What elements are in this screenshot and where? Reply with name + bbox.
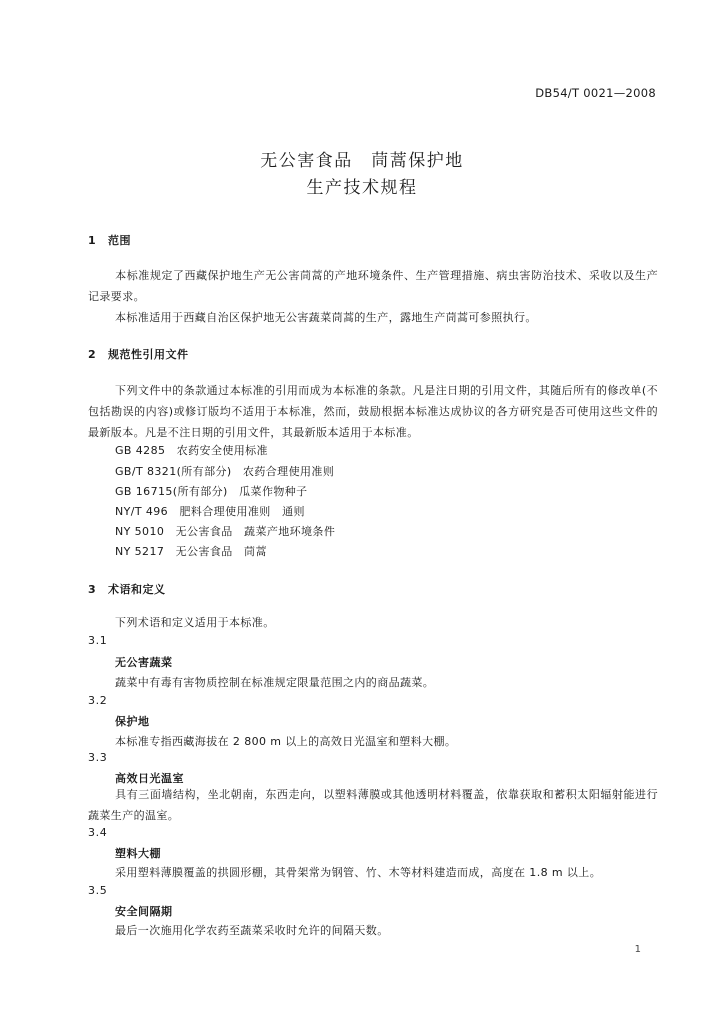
standard-code: DB54/T 0021—2008 [535,86,656,100]
term-definition: 蔬菜中有毒有害物质控制在标准规定限量范围之内的商品蔬菜。 [115,676,435,689]
term-definition: 采用塑料薄膜覆盖的拱圆形棚，其骨架常为钢管、竹、木等材料建造而成，高度在 1.8 m 以上。 [115,866,602,879]
paragraph [88,307,658,328]
term-title: 安全间隔期 [115,905,173,918]
term-number: 3.2 [88,694,108,707]
term-title: 无公害蔬菜 [115,656,173,669]
document-subtitle: 生产技术规程 [306,178,418,198]
section-heading-terms-definitions [88,581,166,597]
term-title: 保护地 [115,715,150,728]
page-number: 1 [634,944,641,955]
paragraph [88,380,658,443]
reference-item: NY 5010 无公害食品 蔬菜产地环境条件 [115,525,336,538]
section-title: 规范性引用文件 [108,348,189,361]
reference-item: GB/T 8321(所有部分) 农药合理使用准则 [115,465,335,478]
paragraph [88,265,658,307]
section-heading-normative-references [88,346,189,362]
term-number: 3.3 [88,751,108,764]
term-title: 塑料大棚 [115,847,161,860]
term-title: 高效日光温室 [115,772,184,785]
term-number: 3.1 [88,634,108,647]
term-definition: 本标准专指西藏海拔在 2 800 m 以上的高效日光温室和塑料大棚。 [115,735,457,748]
paragraph: 下列术语和定义适用于本标准。 [115,616,275,629]
section-number: 2 [88,348,97,361]
reference-item: NY/T 496 肥料合理使用准则 通则 [115,505,305,518]
section-number: 3 [88,583,97,596]
reference-item: NY 5217 无公害食品 茼蒿 [115,545,267,558]
term-definition: 最后一次施用化学农药至蔬菜采收时允许的间隔天数。 [115,924,389,937]
reference-item: GB 4285 农药安全使用标准 [115,444,268,457]
section-title: 术语和定义 [108,583,166,596]
reference-item: GB 16715(所有部分) 瓜菜作物种子 [115,485,308,498]
term-definition [88,784,658,826]
paragraph-text: 本标准规定了西藏保护地生产无公害茼蒿的产地环境条件、生产管理措施、病虫害防治技术、采收以及生产记录要求。 [88,269,658,303]
paragraph-text: 本标准适用于西藏自治区保护地无公害蔬菜茼蒿的生产，露地生产茼蒿可参照执行。 [115,311,537,324]
term-number: 3.5 [88,884,108,897]
term-definition-text: 具有三面墙结构，坐北朝南，东西走向，以塑料薄膜或其他透明材料覆盖，依靠获取和蓄积太阳辐射能进行蔬菜生产的温室。 [88,788,658,822]
term-number: 3.4 [88,826,108,839]
document-title: 无公害食品 茼蒿保护地 [260,151,464,171]
section-heading-scope [88,232,131,248]
paragraph-text: 下列文件中的条款通过本标准的引用而成为本标准的条款。凡是注日期的引用文件，其随后所有的修改单(不包括勘误的内容)或修订版均不适用于本标准，然而，鼓励根据本标准达成协议的各方研究是否可使用这些文件的最新版本。凡是不注日期的引用文件，其最新版本适用于本标准。 [88,384,658,439]
section-title: 范围 [108,234,131,247]
section-number: 1 [88,234,97,247]
